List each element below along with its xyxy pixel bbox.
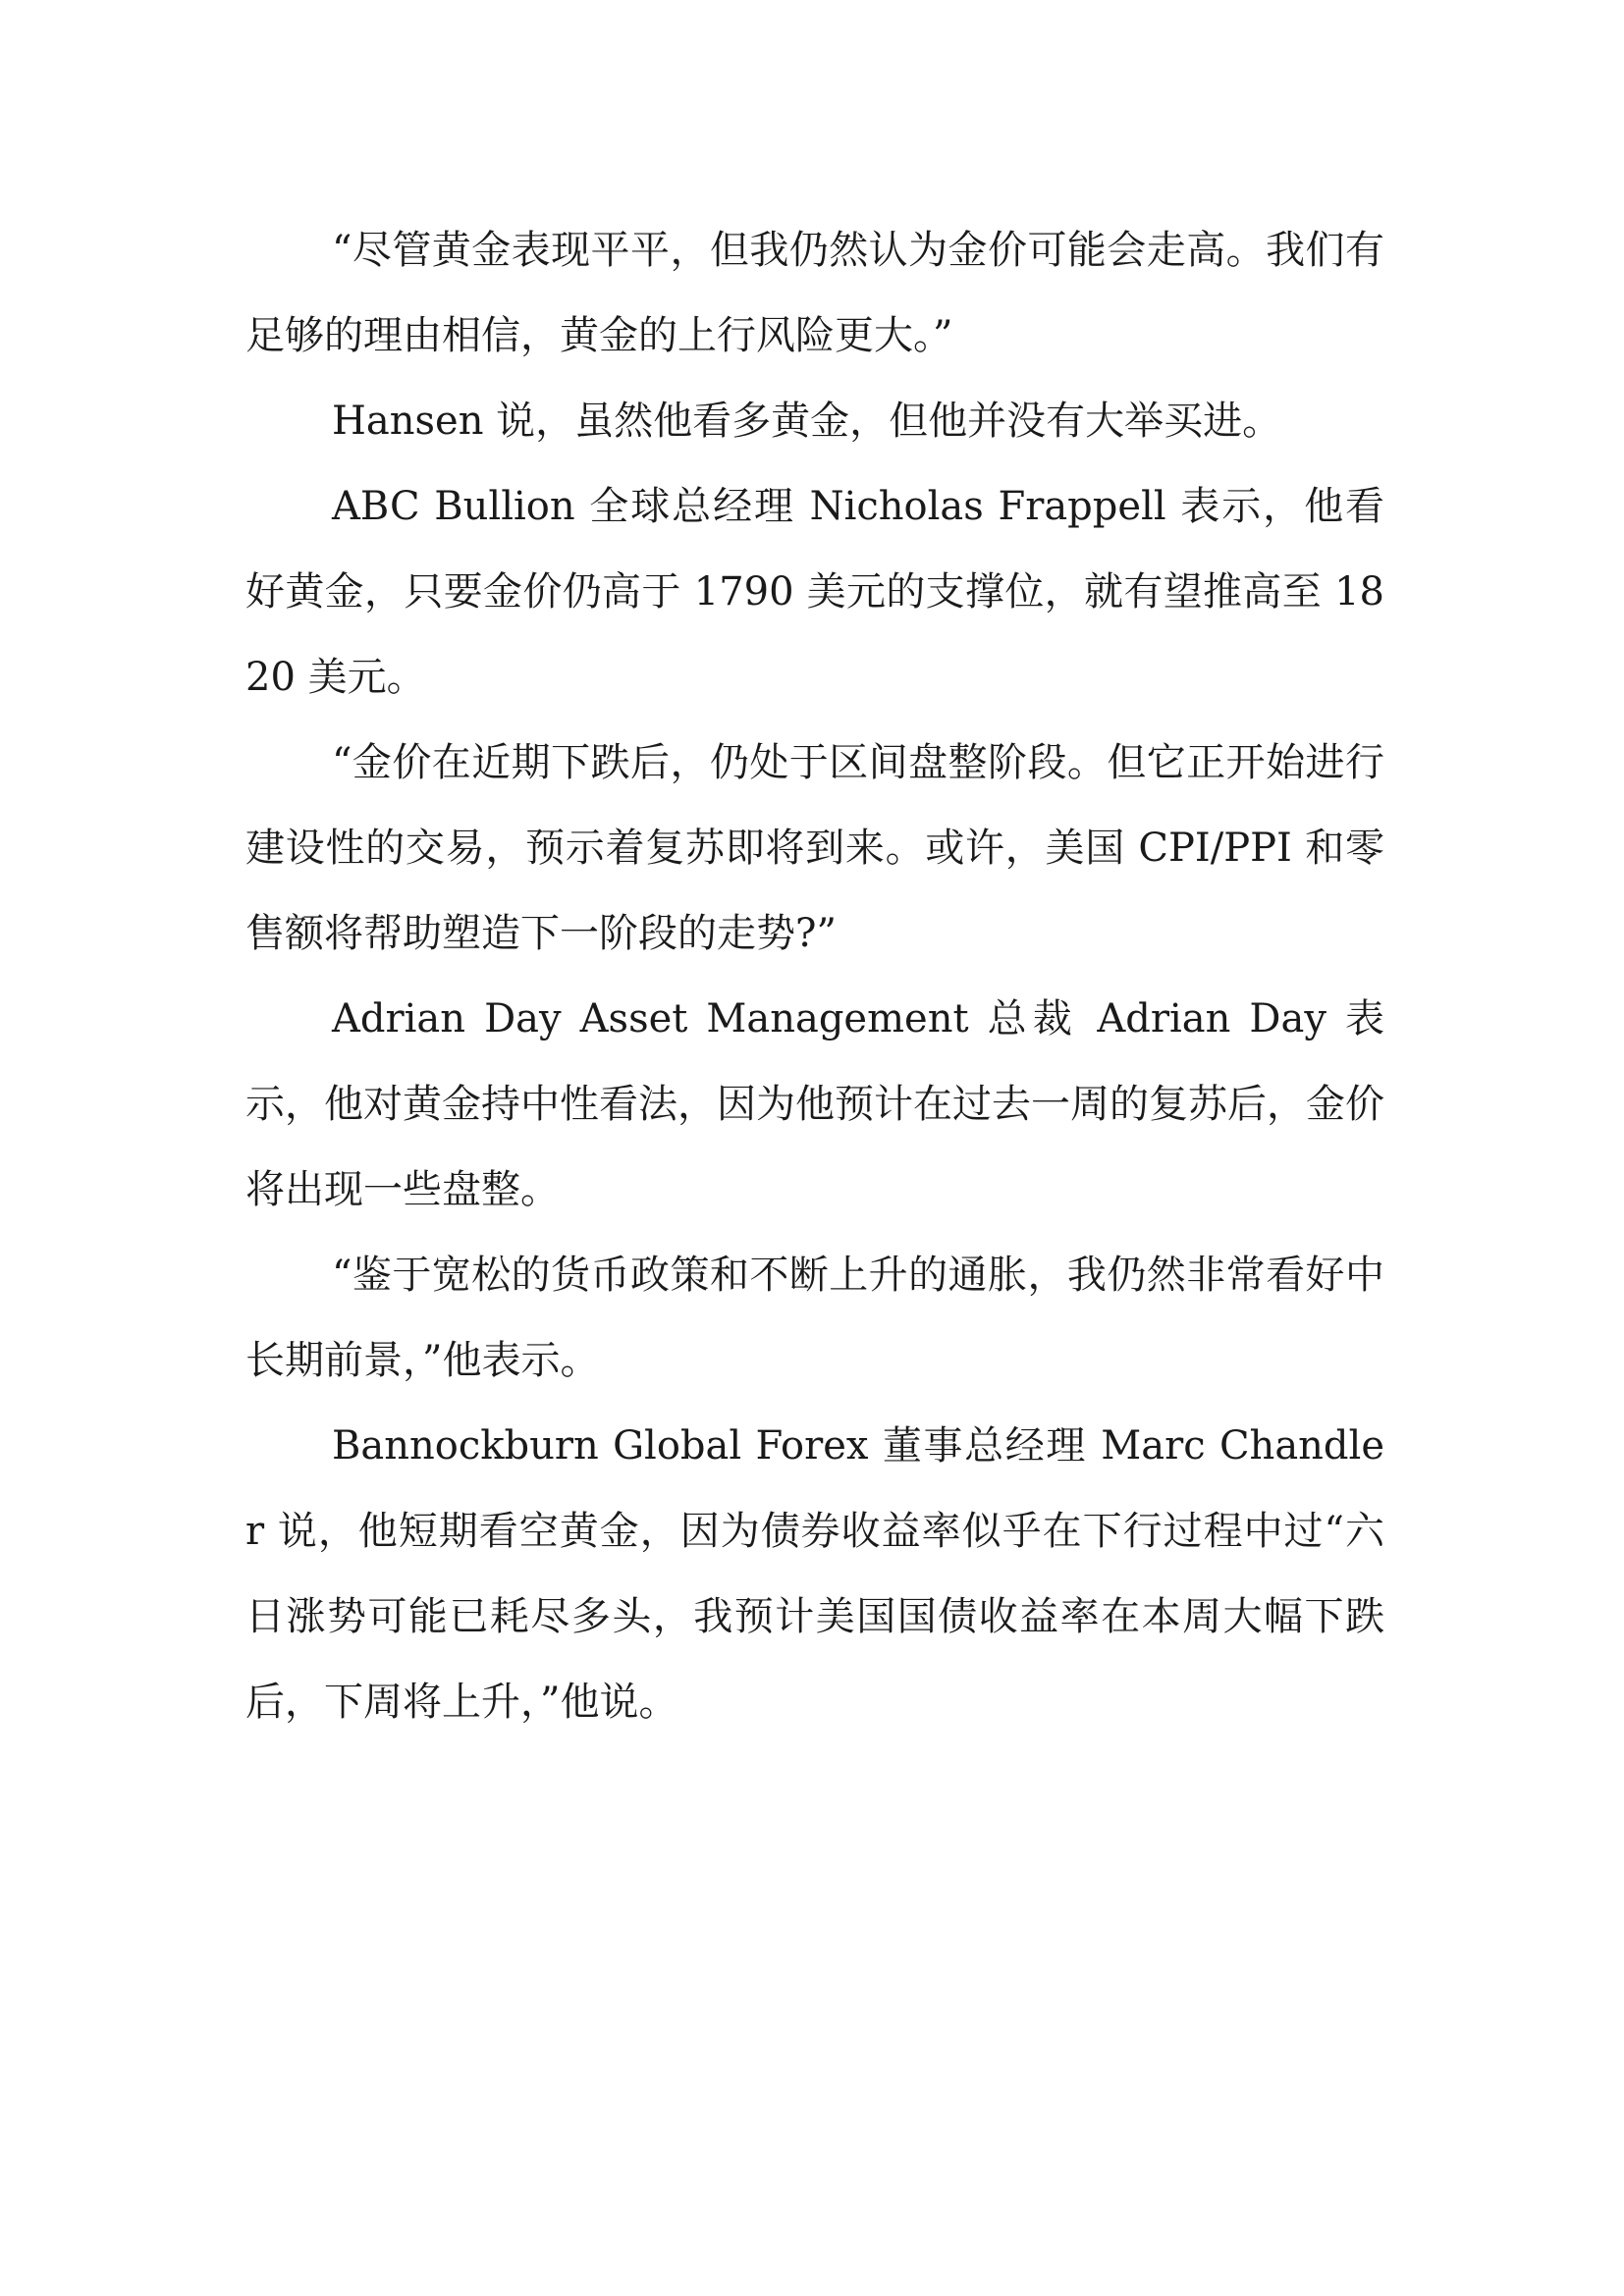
paragraph-frappell: ABC Bullion 全球总经理 Nicholas Frappell 表示，他看好黄金，只要金价仍高于 1790 美元的支撑位，就有望推高至 1820 美元。	[245, 484, 1384, 700]
paragraph-adrian-day: Adrian Day Asset Management 总裁 Adrian Day 表示，他对黄金持中性看法，因为他预计在过去一周的复苏后，金价将出现一些盘整。	[245, 996, 1384, 1212]
paragraph-quote-consolidation: “金价在近期下跌后，仍处于区间盘整阶段。但它正开始进行建设性的交易，预示着复苏即将到来。或许，美国 CPI/PPI 和零售额将帮助塑造下一阶段的走势?”	[245, 740, 1384, 956]
paragraph-quote-long-term: “鉴于宽松的货币政策和不断上升的通胀，我仍然非常看好中长期前景，”他表示。	[245, 1253, 1384, 1383]
paragraph-chandler: Bannockburn Global Forex 董事总经理 Marc Chandler 说，他短期看空黄金，因为债券收益率似乎在下行过程中过“六日涨势可能已耗尽多头，我预计美国国债收益率在本周大幅下跌后，下周将上升，”他说。	[245, 1423, 1384, 1725]
document-body	[245, 208, 1384, 1745]
paragraph-quote-upside-risk: “尽管黄金表现平平，但我仍然认为金价可能会走高。我们有足够的理由相信，黄金的上行风险更大。”	[245, 228, 1384, 358]
paragraph-hansen: Hansen 说，虽然他看多黄金，但他并没有大举买进。	[332, 399, 1282, 444]
